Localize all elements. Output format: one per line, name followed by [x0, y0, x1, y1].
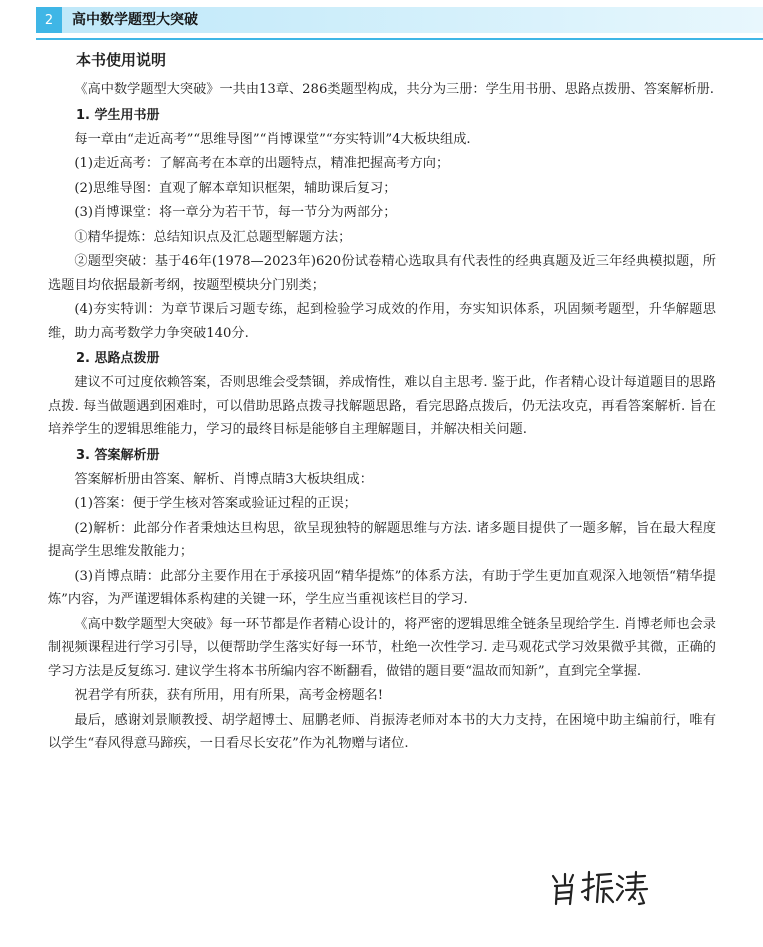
paragraph: (1)走近高考：了解高考在本章的出题特点，精准把握高考方向； — [74, 156, 450, 171]
paragraph: (1)答案：便于学生核对答案或验证过程的正误； — [74, 496, 357, 511]
paragraph: 每一章由“走近高考”“思维导图”“肖博课堂”“夯实特训”4大板块组成. — [74, 131, 471, 147]
paragraph: (4)夯实特训：为章节课后习题专练，起到检验学习成效的作用，夯实知识体系，巩固频考题型，升华解题思维，助力高考数学力争突破140分. — [48, 302, 716, 341]
header-rule — [36, 38, 763, 40]
section-heading-student-book: 1. 学生用书册 — [76, 107, 160, 123]
paragraph: (3)肖博课堂：将一章分为若干节，每一节分为两部分； — [74, 205, 397, 220]
paragraph: 答案解析册由答案、解析、肖博点睛3大板块组成： — [74, 471, 373, 487]
paragraph: 建议不可过度依赖答案，否则思维会受禁锢，养成惰性，难以自主思考. 鉴于此，作者精心设计每道题目的思路点拨. 每当做题遇到困难时，可以借助思路点拨寻找解题思路，看完思路点拨后，仍无法攻克，再看答案解析. 旨在培养学生的逻辑思维能力，学习的最终目标是能够自主理解题目，并解决相关问题. — [48, 375, 716, 437]
paragraph: ①精华提炼：总结知识点及汇总题型解题方法； — [74, 229, 352, 245]
closing-paragraph: 最后，感谢刘景顺教授、胡学超博士、屈鹏老师、肖振涛老师对本书的大力支持，在困境中助主编前行，唯有以学生“春风得意马蹄疾，一日看尽长安花”作为礼物赠与诸位. — [48, 712, 716, 751]
paragraph: (2)思维导图：直观了解本章知识框架，辅助课后复习； — [74, 180, 397, 196]
author-signature — [545, 862, 655, 912]
intro-paragraph: 《高中数学题型大突破》一共由13章、286类题型构成，共分为三册：学生用书册、思路点拨册、答案解析册. — [74, 82, 714, 97]
paragraph: (2)解析：此部分作者秉烛达旦构思，欲呈现独特的解题思维与方法. 诸多题目提供了一题多解，旨在最大程度提高学生思维发散能力； — [48, 520, 716, 559]
section-heading-hints-book: 2. 思路点拨册 — [76, 351, 160, 366]
page-number: 2 — [36, 7, 62, 33]
book-title: 高中数学题型大突破 — [72, 12, 198, 28]
closing-paragraph: 《高中数学题型大突破》每一环节都是作者精心设计的，将严密的逻辑思维全链条呈现给学生. 肖博老师也会录制视频课程进行学习引导，以便帮助学生落实好每一环节，杜绝一次性学习. 走马观花式学习效果微乎其微，正确的学习方法是反复练习. 建议学生将本书所编内容不断翻看，做错的题目要“温故而知新”，直到完全掌握. — [48, 616, 716, 679]
signature-handwriting-icon — [545, 862, 655, 912]
document-title: 本书使用说明 — [76, 51, 167, 69]
paragraph: (3)肖博点睛：此部分主要作用在于承接巩固“精华提炼”的体系方法，有助于学生更加直观深入地领悟“精华提炼”内容，为严谨逻辑体系构建的关键一环，学生应当重视该栏目的学习. — [48, 568, 716, 607]
page-header — [0, 0, 763, 36]
document-body — [48, 44, 716, 757]
closing-paragraph: 祝君学有所获，获有所用，用有所果，高考金榜题名! — [74, 688, 384, 703]
paragraph: ②题型突破：基于46年(1978—2023年)620份试卷精心选取具有代表性的经典真题及近三年经典模拟题，所选题目均依据最新考纲，按题型模块分门别类； — [48, 254, 716, 293]
section-heading-answer-book: 3. 答案解析册 — [76, 447, 160, 463]
